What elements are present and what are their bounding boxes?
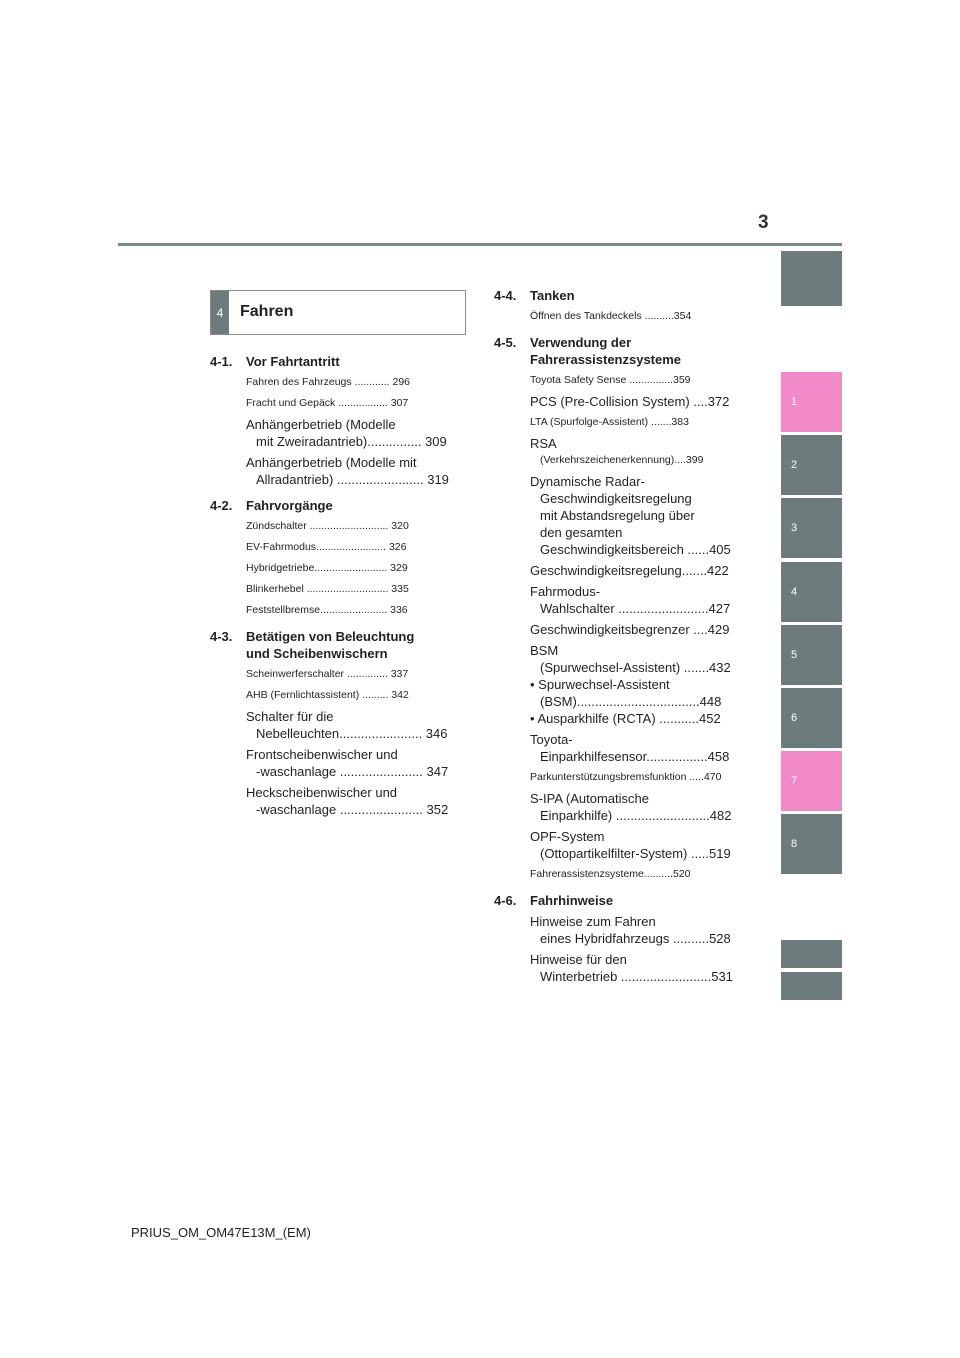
toc-entry-line: Wahlschalter .........................427 — [540, 601, 731, 616]
section-number: 4-3. — [210, 629, 233, 644]
toc-entry-line: S-IPA (Automatische — [530, 791, 649, 806]
toc-section — [494, 892, 742, 909]
toc-entry-line: Nebelleuchten....................... 346 — [256, 726, 448, 741]
toc-entry-line: BSM — [530, 643, 559, 658]
toc-entry-line: Fahrmodus- — [530, 584, 601, 599]
toc-entry[interactable] — [494, 866, 742, 883]
page-footer: PRIUS_OM_OM47E13M_(EM) — [131, 1225, 311, 1240]
section-number: 4-6. — [494, 893, 517, 908]
toc-entry-line: -waschanlage ....................... 352 — [256, 802, 449, 817]
toc-entry[interactable] — [210, 539, 458, 556]
toc-section — [494, 334, 742, 368]
toc-entry-line: Frontscheibenwischer und — [246, 747, 398, 762]
toc-entry-line: Hinweise zum Fahren — [530, 914, 656, 929]
toc-entry-line: (BSM)..................................448 — [540, 694, 722, 709]
toc-entry[interactable] — [210, 518, 458, 535]
chapter-tab-8[interactable] — [781, 814, 842, 874]
chapter-tab-label: 5 — [791, 649, 798, 661]
section-title: Fahrhinweise — [530, 893, 614, 908]
toc-entry[interactable] — [494, 769, 742, 786]
chapter-tab-blank[interactable] — [781, 940, 842, 968]
chapter-tab-5[interactable] — [781, 625, 842, 685]
toc-entry[interactable] — [494, 583, 742, 617]
toc-entry[interactable] — [210, 560, 458, 577]
toc-entry[interactable] — [210, 395, 458, 412]
toc-entry-line: mit Zweiradantrieb)............... 309 — [256, 434, 447, 449]
toc-entry-line: Fahren des Fahrzeugs ............ 296 — [246, 376, 411, 388]
toc-entry-line: Heckscheibenwischer und — [246, 785, 398, 800]
toc-entry[interactable] — [494, 790, 742, 824]
toc-entry[interactable] — [210, 687, 458, 704]
toc-entry[interactable] — [494, 913, 742, 947]
toc-entry-line: Hybridgetriebe......................... 329 — [246, 562, 408, 574]
toc-entry-line: Winterbetrieb .........................531 — [540, 969, 733, 984]
toc-entry-line: Fahrerassistenzsysteme..........520 — [530, 868, 691, 880]
toc-entry[interactable] — [494, 731, 742, 765]
section-title: Fahrerassistenzsysteme — [530, 352, 682, 367]
toc-entry-line: Scheinwerferschalter .............. 337 — [246, 668, 409, 680]
section-title: Fahrvorgänge — [246, 498, 333, 513]
toc-entry[interactable] — [210, 708, 458, 742]
toc-entry-line: Anhängerbetrieb (Modelle — [246, 417, 396, 432]
toc-entry[interactable] — [494, 414, 742, 431]
toc-section — [210, 497, 458, 514]
toc-entry-line: Feststellbremse....................... 336 — [246, 604, 408, 616]
section-title: und Scheibenwischern — [246, 646, 388, 661]
page-number: 3 — [758, 212, 769, 233]
toc-entry-line: Allradantrieb) ........................ 319 — [256, 472, 449, 487]
toc-entry-line: Parkunterstützungsbremsfunktion .....470 — [530, 771, 722, 783]
toc-entry-line: LTA (Spurfolge-Assistent) .......383 — [530, 416, 689, 428]
toc-entry-line: (Ottopartikelfilter-System) .....519 — [540, 846, 731, 861]
toc-entry[interactable] — [210, 581, 458, 598]
section-title: Tanken — [530, 288, 575, 303]
section-title: Betätigen von Beleuchtung — [246, 629, 415, 644]
toc-entry[interactable] — [494, 951, 742, 985]
chapter-tab-label: 6 — [791, 712, 798, 724]
toc-entry[interactable] — [494, 621, 742, 638]
chapter-title: Fahren — [240, 303, 294, 320]
toc-entry[interactable] — [210, 784, 458, 818]
toc-entry[interactable] — [494, 435, 742, 469]
chapter-tab-label: 2 — [791, 459, 798, 471]
toc-section — [210, 353, 458, 370]
toc-entry-line: OPF-System — [530, 829, 605, 844]
toc-entry-line: AHB (Fernlichtassistent) ......... 342 — [246, 689, 409, 701]
chapter-tab-3[interactable] — [781, 498, 842, 558]
chapter-tab-1[interactable] — [781, 372, 842, 432]
toc-entry-line: Fracht und Gepäck ................. 307 — [246, 397, 409, 409]
toc-entry[interactable] — [210, 666, 458, 683]
toc-entry-line: Einparkhilfe) ..........................482 — [540, 808, 732, 823]
toc-entry-line: Toyota Safety Sense ...............359 — [530, 374, 691, 386]
toc-entry-line: (Verkehrszeichenerkennung)....399 — [540, 454, 704, 466]
toc-entry-line: Blinkerhebel ............................ 335 — [246, 583, 409, 595]
chapter-tab-7[interactable] — [781, 751, 842, 811]
toc-entry-line: RSA — [530, 436, 557, 451]
toc-entry[interactable] — [494, 562, 742, 579]
toc-entry[interactable] — [210, 454, 458, 488]
section-title: Verwendung der — [530, 335, 632, 350]
toc-entry[interactable] — [494, 393, 742, 410]
section-number: 4-5. — [494, 335, 517, 350]
toc-entry[interactable] — [210, 416, 458, 450]
toc-column-left — [210, 353, 458, 818]
toc-entry-line: Geschwindigkeitsregelung — [540, 491, 692, 506]
toc-entry-line: PCS (Pre-Collision System) ....372 — [530, 394, 730, 409]
toc-entry[interactable] — [494, 642, 742, 727]
toc-entry-line: Schalter für die — [246, 709, 334, 724]
toc-entry-line: den gesamten — [540, 525, 623, 540]
toc-entry-line: • Spurwechsel-Assistent — [530, 677, 670, 692]
toc-entry-line: Hinweise für den — [530, 952, 627, 967]
header-rule — [118, 243, 842, 246]
chapter-tab-blank[interactable] — [781, 972, 842, 1000]
toc-entry[interactable] — [494, 828, 742, 862]
toc-entry[interactable] — [494, 372, 742, 389]
toc-entry-line: (Spurwechsel-Assistent) .......432 — [540, 660, 731, 675]
toc-entry-line: Öffnen des Tankdeckels ..........354 — [530, 310, 692, 322]
toc-entry-line: • Ausparkhilfe (RCTA) ...........452 — [530, 711, 721, 726]
section-number: 4-2. — [210, 498, 233, 513]
toc-entry-line: Geschwindigkeitsbegrenzer ....429 — [530, 622, 730, 637]
toc-entry-line: Dynamische Radar- — [530, 474, 645, 489]
chapter-tab-label: 1 — [791, 396, 798, 408]
toc-section — [494, 287, 742, 304]
toc-entry[interactable] — [494, 308, 742, 325]
chapter-tab-label: 7 — [791, 775, 798, 787]
section-title: Vor Fahrtantritt — [246, 354, 340, 369]
toc-entry-line: Anhängerbetrieb (Modelle mit — [246, 455, 417, 470]
toc-entry-line: -waschanlage ....................... 347 — [256, 764, 449, 779]
section-number: 4-1. — [210, 354, 233, 369]
chapter-tab-label: 8 — [791, 838, 798, 850]
chapter-tab-6[interactable] — [781, 688, 842, 748]
toc-entry[interactable] — [210, 746, 458, 780]
toc-entry-line: Einparkhilfesensor.................458 — [540, 749, 730, 764]
toc-entry-line: Geschwindigkeitsbereich ......405 — [540, 542, 731, 557]
chapter-number: 4 — [211, 291, 229, 334]
toc-entry-line: Geschwindigkeitsregelung.......422 — [530, 563, 729, 578]
toc-column-right — [494, 287, 742, 985]
section-number: 4-4. — [494, 288, 517, 303]
toc-entry-line: Zündschalter ........................... 320 — [246, 520, 409, 532]
chapter-heading — [210, 290, 466, 335]
toc-entry[interactable] — [210, 602, 458, 619]
chapter-tab-blank[interactable] — [781, 251, 842, 306]
chapter-tab-2[interactable] — [781, 435, 842, 495]
toc-entry-line: Toyota- — [530, 732, 573, 747]
chapter-tab-label: 3 — [791, 522, 798, 534]
toc-entry-line: mit Abstandsregelung über — [540, 508, 695, 523]
toc-section — [210, 628, 458, 662]
toc-entry[interactable] — [494, 473, 742, 558]
chapter-tab-4[interactable] — [781, 562, 842, 622]
toc-entry[interactable] — [210, 374, 458, 391]
chapter-tab-label: 4 — [791, 586, 798, 598]
toc-entry-line: EV-Fahrmodus........................ 326 — [246, 541, 407, 553]
toc-entry-line: eines Hybridfahrzeugs ..........528 — [540, 931, 731, 946]
